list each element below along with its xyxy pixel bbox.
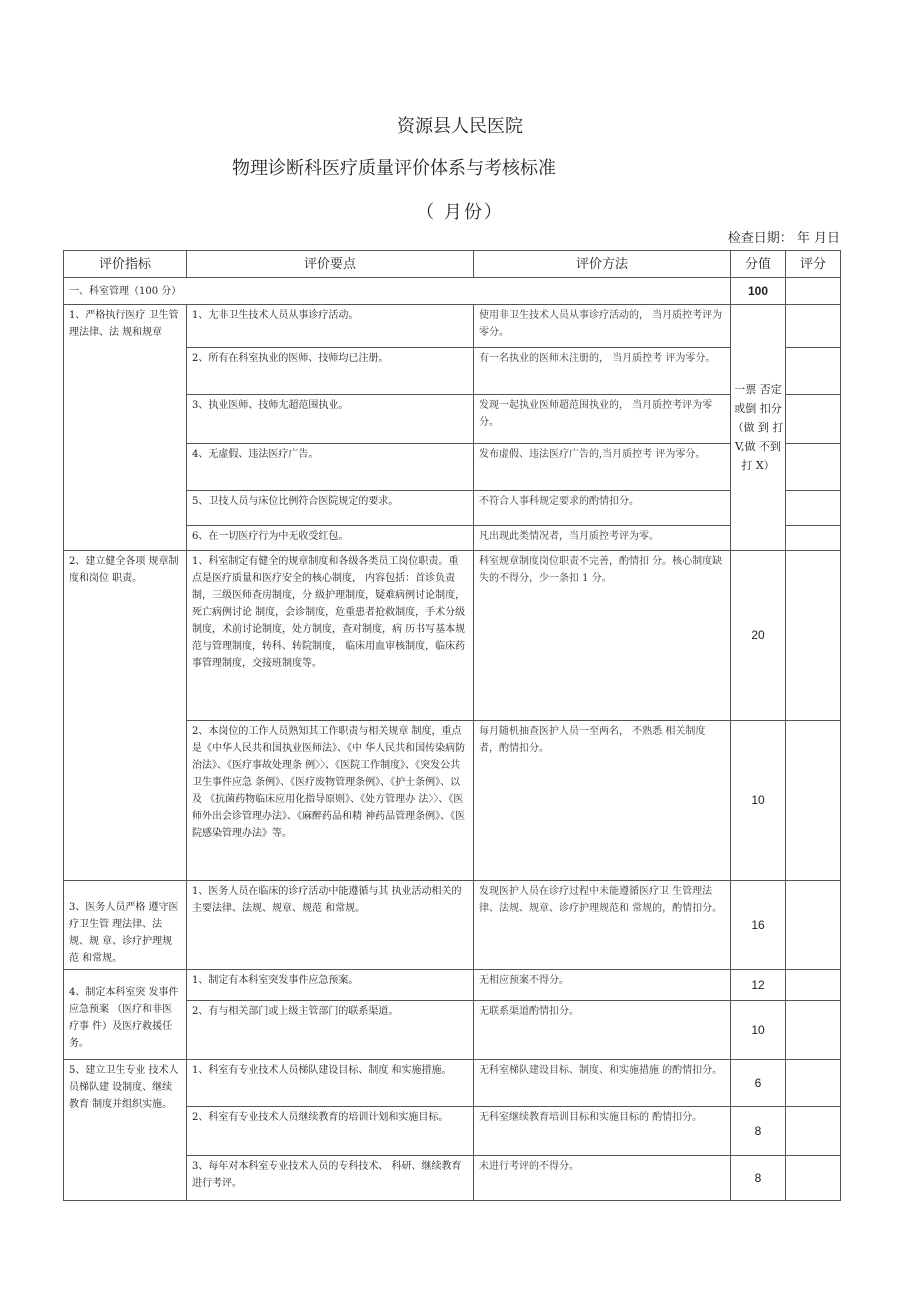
point-cell: 2、有与相关部门或上级主管部门的联系渠道。 [187,1001,474,1060]
section-score: 100 [731,278,786,305]
header-indicator: 评价指标 [64,251,187,278]
rating-cell[interactable] [786,721,841,881]
point-cell: 3、每年对本科室专业技术人员的专科技术、 科研、继续教育进行考评。 [187,1156,474,1201]
method-cell: 发现一起执业医师超范围执业的， 当月质控考评为零分。 [474,395,731,444]
method-cell: 未进行考评的不得分。 [474,1156,731,1201]
score-cell: 10 [731,721,786,881]
method-cell: 有一名执业的医师未注册的， 当月质控考 评为零分。 [474,348,731,395]
indicator-cell: 3、医务人员严格 遵守医疗卫生管 理法律、法规、规 章、诊疗护理规范 和常规。 [64,881,187,970]
score-cell: 8 [731,1107,786,1156]
rating-cell[interactable] [786,1001,841,1060]
method-cell: 无相应预案不得分。 [474,970,731,1001]
point-cell: 2、科室有专业技术人员继续教育的培训计划和实施目标。 [187,1107,474,1156]
score-cell: 8 [731,1156,786,1201]
section-row [64,278,841,305]
indicator-cell: 4、制定本科室突 发事件应急预案 （医疗和非医疗事 件）及医疗救援任 务。 [64,970,187,1060]
indicator-cell: 5、建立卫生专业 技术人员梯队建 设制度、继续教育 制度并组织实施。 [64,1060,187,1201]
point-cell: 1、制定有本科室突发事件应急预案。 [187,970,474,1001]
rating-cell[interactable] [786,1156,841,1201]
method-cell: 发现医护人员在诊疗过程中未能遵循医疗卫 生管理法律、法规、规章、诊疗护理规范和 常规的，酌情扣分。 [474,881,731,970]
point-cell: 3、执业医师、技师尢超范围执业。 [187,395,474,444]
table-row [64,551,841,721]
rating-cell[interactable] [786,551,841,721]
rating-cell[interactable] [786,491,841,526]
method-cell: 每月随机抽查医护人员一至两名， 不熟悉 相关制度者，酌情扣分。 [474,721,731,881]
header-rating: 评分 [786,251,841,278]
point-cell: 1、医务人员在临床的诊疗活动中能遵循与其 执业活动相关的主要法律、法规、规章、规范 和常规。 [187,881,474,970]
score-cell: 12 [731,970,786,1001]
method-cell: 无科室继续教育培训目标和实施目标的 酌情扣分。 [474,1107,731,1156]
table-row [64,881,841,970]
indicator-cell: 1、严格执行医疗 卫生管理法律、法 规和规章 [64,305,187,551]
month-line: （ 月份） [416,202,504,223]
point-cell: 6、在一切医疗行为中无收受红包。 [187,526,474,551]
score-cell: 16 [731,881,786,970]
score-cell: 10 [731,1001,786,1060]
point-cell: 2、所有在科室执业的医师、技师均已注册。 [187,348,474,395]
rating-cell[interactable] [786,970,841,1001]
rating-cell[interactable] [786,526,841,551]
indicator-cell: 2、建立健全各项 规章制度和岗位 职责。 [64,551,187,881]
score-cell: 20 [731,551,786,721]
veto-note: 一票 否定或倒 扣分（做 到 打 V,做 不到打 X） [731,305,786,551]
hospital-name: 资源县人民医院 [397,116,523,137]
method-cell: 科室规章制度岗位职责不完善，酌情扣 分。核心制度缺失的不得分，少一条扣 1 分。 [474,551,731,721]
table-row [64,305,841,348]
rating-cell[interactable] [786,1060,841,1107]
rating-cell[interactable] [786,444,841,491]
point-cell: 1、尢非卫生技术人员从事诊疗活动。 [187,305,474,348]
header-score: 分值 [731,251,786,278]
rating-cell[interactable] [786,278,841,305]
table-row [64,970,841,1001]
table-header-row [64,251,841,278]
point-cell: 5、卫技人员与床位比例符合医院规定的要求。 [187,491,474,526]
evaluation-table [63,250,841,1201]
header-points: 评价要点 [187,251,474,278]
document-title: 物理诊断科医疗质量评价体系与考核标准 [232,158,556,179]
header-method: 评价方法 [474,251,731,278]
point-cell: 2、本岗位的工作人员熟知其工作职责与相关规章 制度，重点是《中华人民共和国执业医师法》、《中 华人民共和国传染病防治法》、《医疗事故处理条 例〉〉、《医院工作制度》、《突发公共卫生事件应急 条例》、《医疗废物管理条例》、《护士条例》、以及 《抗菌药物临床应用化指导原则》、《处方管理办 法〉〉、《医师外出会诊管理办法》、《麻醉药品和精 神药品管理条例》、《医院感染管理办法》等。 [187,721,474,881]
table-row [64,1060,841,1107]
rating-cell[interactable] [786,395,841,444]
method-cell: 凡出现此类情况者，当月质控考评为零。 [474,526,731,551]
method-cell: 无科室梯队建设目标、制度、和实施措施 的酌情扣分。 [474,1060,731,1107]
rating-cell[interactable] [786,881,841,970]
method-cell: 发布虚假、违法医疗广告的,当月质控考 评为零分。 [474,444,731,491]
point-cell: 1、科室有专业技术人员梯队建设目标、制度 和实施措施。 [187,1060,474,1107]
method-cell: 无联系渠道酌情扣分。 [474,1001,731,1060]
point-cell: 4、无虚假、违法医疗广告。 [187,444,474,491]
rating-cell[interactable] [786,1107,841,1156]
rating-cell[interactable] [786,348,841,395]
rating-cell[interactable] [786,305,841,348]
point-cell: 1、科室制定有健全的规章制度和各级各类员工岗位职责。重点是医疗质量和医疗安全的核心制度， 内容包括：首诊负责制，三级医师查房制度，分 级护理制度，疑难病例讨论制度，死亡病例讨论 制度，会诊制度，危重患者抢救制度，手术分级 制度，术前讨论制度，处方制度，查对制度，病 历书写基本规范与管理制度，转科、转院制度， 临床用血审核制度，临床药事管理制度，交接班制度等。 [187,551,474,721]
section-label: 一、科室管理（100 分） [64,278,731,305]
method-cell: 不符合人事科规定要求的酌情扣分。 [474,491,731,526]
score-cell: 6 [731,1060,786,1107]
method-cell: 使用非卫生技术人员从事诊疗活动的， 当月质控考评为零分。 [474,305,731,348]
check-date: 检查日期： 年 月日 [727,231,840,246]
